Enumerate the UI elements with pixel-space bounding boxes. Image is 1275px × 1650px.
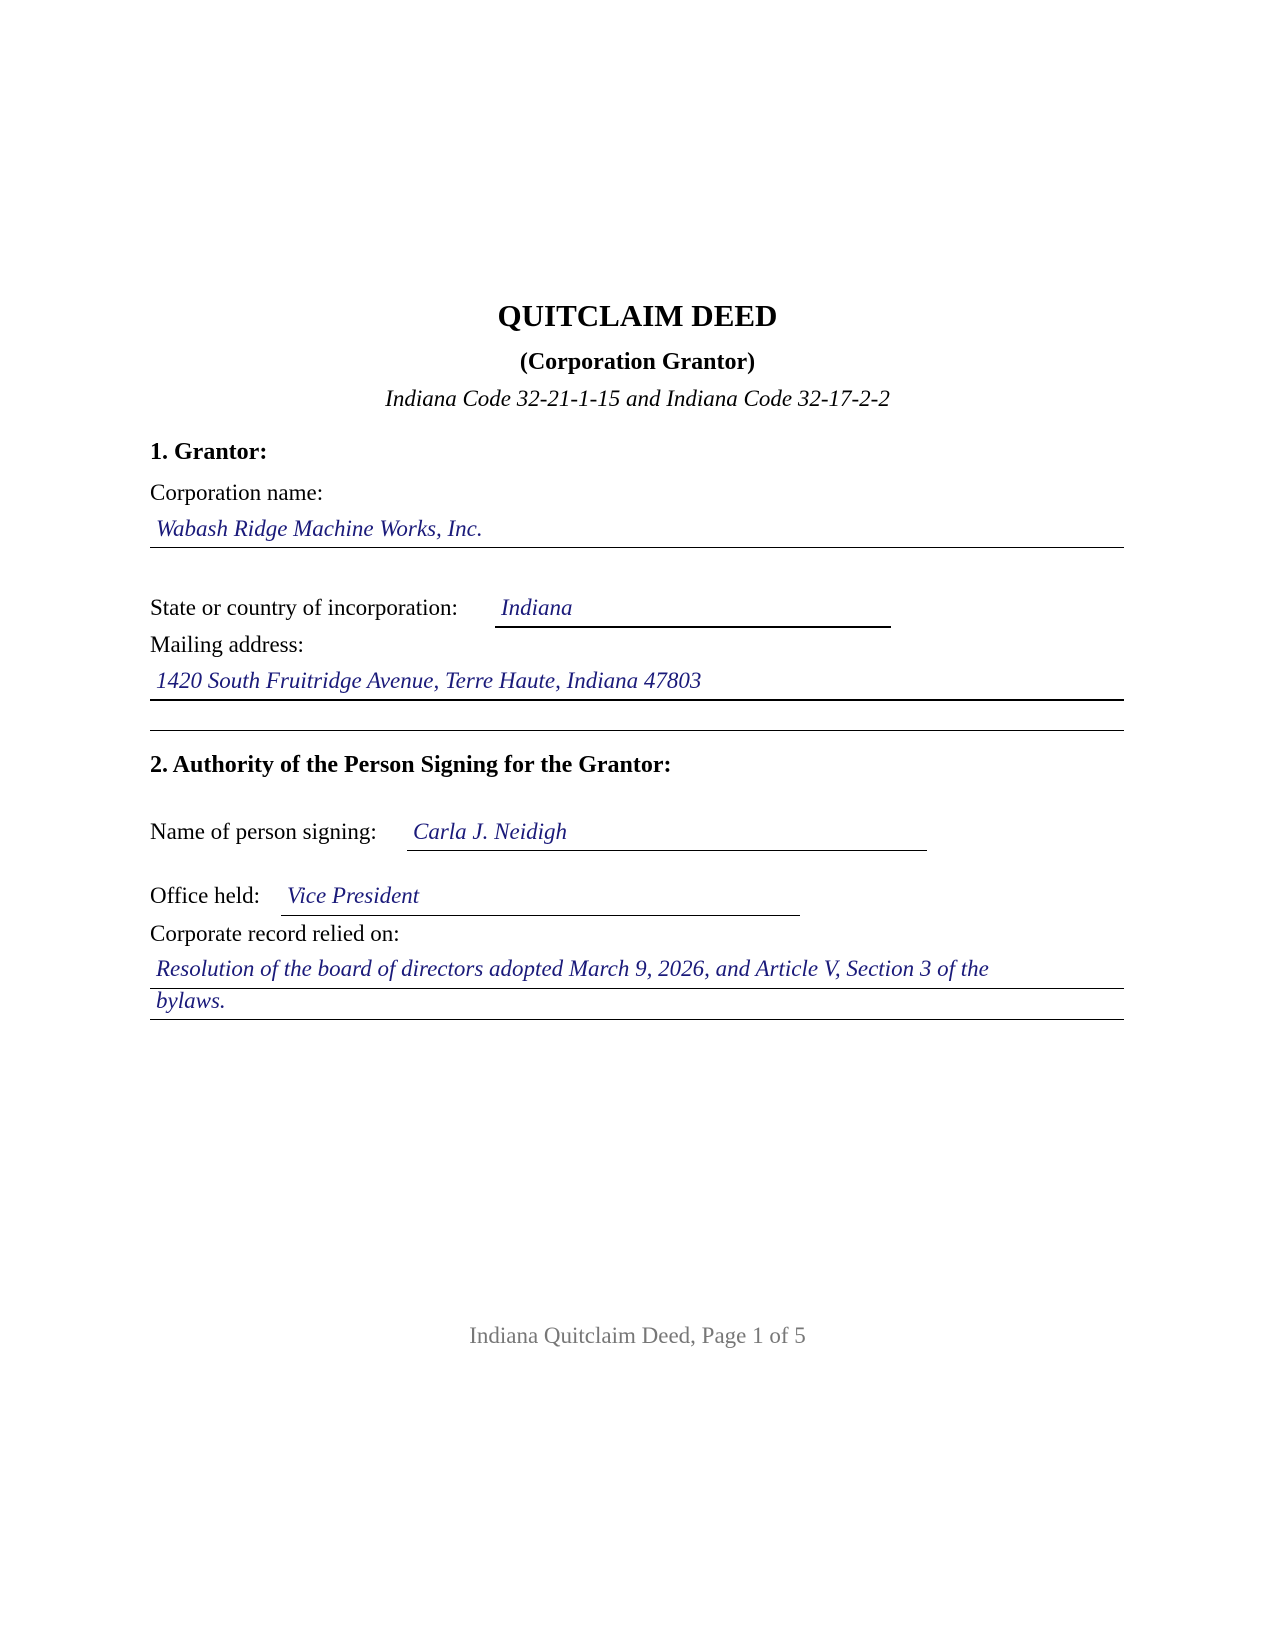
corporate-record-line2 xyxy=(150,1019,1124,1020)
corporation-name-line xyxy=(150,547,1124,548)
incorporation-value[interactable]: Indiana xyxy=(501,595,573,620)
signer-name-label: Name of person signing: xyxy=(150,819,377,844)
office-held-label: Office held: xyxy=(150,883,261,908)
page-footer: Indiana Quitclaim Deed, Page 1 of 5 xyxy=(469,1323,806,1348)
signer-name-line xyxy=(407,850,927,851)
office-held-value[interactable]: Vice President xyxy=(287,883,420,908)
corporate-record-line1 xyxy=(150,988,1124,989)
incorporation-label: State or country of incorporation: xyxy=(150,595,458,620)
document-title: QUITCLAIM DEED xyxy=(497,298,778,333)
section-1-heading: 1. Grantor: xyxy=(150,439,268,465)
corporate-record-value-line1[interactable]: Resolution of the board of directors adopted March 9, 2026, and Article V, Section 3 of the xyxy=(156,956,989,981)
statute-reference: Indiana Code 32-21-1-15 and Indiana Code 32-17-2-2 xyxy=(385,386,890,411)
section-2-heading: 2. Authority of the Person Signing for the Grantor: xyxy=(150,752,672,778)
document-subtitle: (Corporation Grantor) xyxy=(519,349,756,375)
corporation-name-value[interactable]: Wabash Ridge Machine Works, Inc. xyxy=(156,516,483,541)
mailing-address-value[interactable]: 1420 South Fruitridge Avenue, Terre Haute, Indiana 47803 xyxy=(156,668,702,693)
corporate-record-value-line2[interactable]: bylaws. xyxy=(156,988,226,1013)
signer-name-value[interactable]: Carla J. Neidigh xyxy=(413,819,567,844)
office-held-line xyxy=(281,915,800,916)
corporate-record-label: Corporate record relied on: xyxy=(150,921,400,946)
mailing-address-line xyxy=(150,699,1124,701)
mailing-address-extra-line xyxy=(150,730,1124,731)
incorporation-line xyxy=(495,626,891,628)
corporation-name-label: Corporation name: xyxy=(150,480,324,505)
mailing-address-label: Mailing address: xyxy=(150,632,304,657)
